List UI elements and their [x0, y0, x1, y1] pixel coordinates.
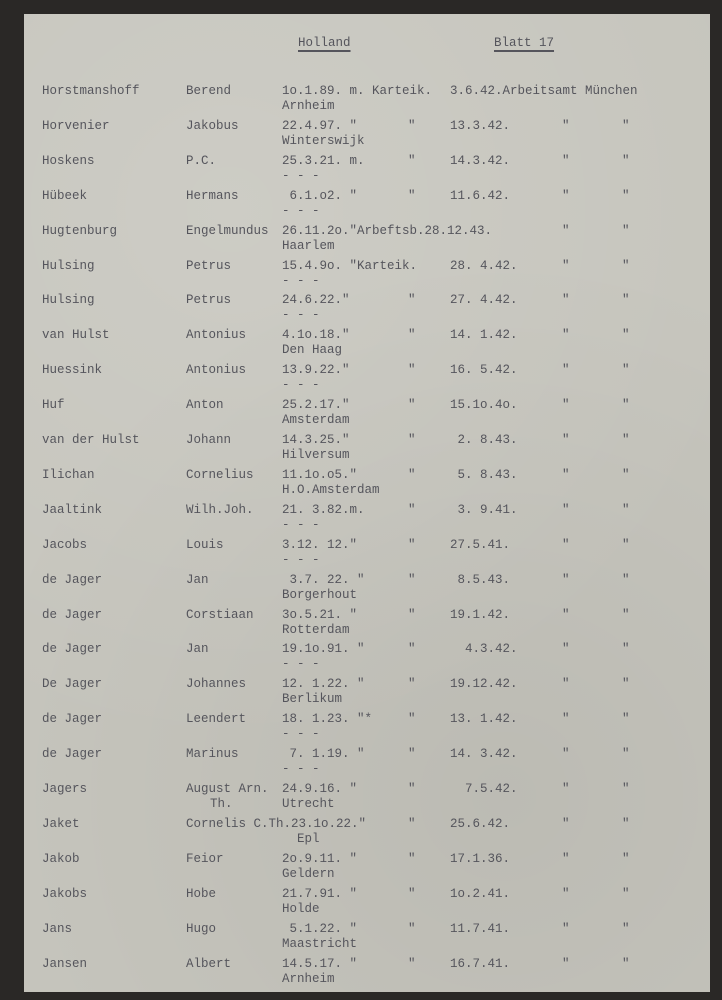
field-given: Corstiaan: [186, 607, 254, 622]
record-row: [24, 468, 710, 502]
field-surname: van Hulst: [42, 328, 110, 343]
field-surname: Ilichan: [42, 467, 95, 482]
field-given: Wilh.Joh.: [186, 502, 254, 517]
field-b: ": [408, 816, 416, 831]
field-date: 27.5.41.: [450, 537, 511, 552]
field-d: ": [622, 886, 630, 901]
field-given: Hugo: [186, 921, 217, 936]
field-b: ": [408, 677, 416, 692]
field-c: ": [562, 433, 570, 447]
field-sub: - - -: [282, 552, 320, 567]
field-date: 13.3.42.: [450, 118, 511, 133]
field-d: ": [622, 153, 630, 168]
field-birth: 13.9.22.": [282, 363, 350, 378]
field-given: Engelmundus: [186, 223, 269, 238]
field-surname: Huessink: [42, 363, 103, 378]
record-row: [24, 852, 710, 886]
field-surname: Hübeek: [42, 188, 88, 203]
field-c: ": [562, 363, 570, 378]
field-date: 8.5.43.: [450, 572, 511, 587]
record-row: [24, 538, 710, 572]
field-sub: - - -: [282, 517, 320, 532]
field-sub: Winterswijk: [282, 133, 365, 148]
record-row: [24, 189, 710, 223]
field-sub: - - -: [282, 657, 320, 672]
field-c: ": [562, 816, 570, 831]
record-row: [24, 747, 710, 781]
field-given: Cornelis C.Th.23.1o.22.": [186, 816, 367, 831]
field-surname: de Jager: [42, 607, 103, 622]
field-date: 25.6.42.: [450, 816, 511, 831]
field-d: ": [622, 293, 630, 308]
field-given: Jan: [186, 642, 209, 657]
field-given2: Th.: [210, 797, 233, 811]
field-birth: 12. 1.22. ": [282, 677, 365, 692]
document-page: [24, 14, 710, 992]
record-row: [24, 293, 710, 327]
record-row: [24, 573, 710, 607]
field-surname: Jakob: [42, 851, 80, 866]
field-surname: Hulsing: [42, 258, 95, 273]
field-b: ": [408, 607, 416, 622]
record-row: [24, 224, 710, 258]
field-given: Louis: [186, 537, 224, 552]
field-c: ": [562, 921, 570, 936]
field-d: ": [622, 747, 630, 762]
record-row: [24, 608, 710, 642]
field-d: ": [622, 607, 630, 622]
field-sub: Berlikum: [282, 692, 343, 707]
field-given: Anton: [186, 398, 224, 413]
field-date: 28. 4.42.: [450, 258, 518, 273]
field-d: ": [622, 188, 630, 203]
field-date: 11.6.42.: [450, 188, 511, 203]
field-b: ": [408, 502, 416, 517]
field-sub: Utrecht: [282, 797, 335, 811]
field-b: ": [408, 118, 416, 133]
field-date: 16.7.41.: [450, 956, 511, 971]
field-birth: 25.3.21. m.: [282, 153, 365, 168]
field-birth: 26.11.2o."Arbeftsb.28.12.43.: [282, 223, 493, 238]
field-c: ": [562, 782, 570, 796]
field-b: ": [408, 782, 416, 796]
field-sub: Arnheim: [282, 99, 335, 113]
field-date: 19.1.42.: [450, 607, 511, 622]
field-b: ": [408, 293, 416, 308]
field-b: ": [408, 153, 416, 168]
record-row: [24, 887, 710, 921]
field-birth: 3o.5.21. ": [282, 607, 358, 622]
field-given: Petrus: [186, 258, 232, 273]
field-b: ": [408, 398, 416, 413]
field-birth: 25.2.17.": [282, 398, 350, 413]
field-birth: 21. 3.82.m.: [282, 502, 365, 517]
field-d: ": [622, 921, 630, 936]
field-birth: 3.7. 22. ": [282, 572, 365, 587]
field-c: ": [562, 153, 570, 168]
field-sub: - - -: [282, 203, 320, 218]
record-row: [24, 363, 710, 397]
field-birth: 5.1.22. ": [282, 921, 358, 936]
field-given: Marinus: [186, 747, 239, 762]
field-birth: 11.1o.o5.": [282, 467, 358, 482]
field-c: ": [562, 188, 570, 203]
field-surname: De Jager: [42, 677, 103, 692]
record-row: [24, 677, 710, 711]
record-row: [24, 154, 710, 188]
field-b: ": [408, 572, 416, 587]
field-date: 17.1.36.: [450, 851, 511, 866]
field-given: P.C.: [186, 153, 217, 168]
field-d: ": [622, 223, 630, 238]
field-c: ": [562, 572, 570, 587]
field-surname: de Jager: [42, 747, 103, 762]
field-b: ": [408, 886, 416, 901]
record-row: [24, 817, 710, 851]
field-sub: Hilversum: [282, 448, 350, 462]
field-sub: - - -: [282, 168, 320, 183]
field-given: Feior: [186, 851, 224, 866]
field-surname: Jansen: [42, 956, 88, 971]
field-birth: 18. 1.23. "*: [282, 712, 373, 727]
field-d: ": [622, 851, 630, 866]
field-c: ": [562, 398, 570, 413]
field-d: ": [622, 642, 630, 657]
field-date: 15.1o.4o.: [450, 398, 518, 413]
field-sub: Holde: [282, 901, 320, 916]
field-c: ": [562, 502, 570, 517]
record-row: [24, 503, 710, 537]
field-birth: 7. 1.19. ": [282, 747, 365, 762]
field-sub: - - -: [282, 727, 320, 742]
field-sub: Maastricht: [282, 936, 358, 951]
field-birth: 2o.9.11. ": [282, 851, 358, 866]
field-sub: - - -: [282, 762, 320, 777]
field-surname: Horvenier: [42, 118, 110, 133]
field-b: ": [408, 467, 416, 482]
field-c: ": [562, 118, 570, 133]
field-sub: Haarlem: [282, 238, 335, 253]
field-d: ": [622, 537, 630, 552]
field-d: ": [622, 363, 630, 378]
header-sheet: Blatt 17: [494, 36, 555, 50]
field-given: Jakobus: [186, 118, 239, 133]
field-sub: Rotterdam: [282, 622, 350, 637]
field-date: 11.7.41.: [450, 921, 511, 936]
field-date: 14. 1.42.: [450, 328, 518, 343]
field-surname: Hugtenburg: [42, 223, 118, 238]
field-birth: 21.7.91. ": [282, 886, 358, 901]
field-date: 14. 3.42.: [450, 747, 518, 762]
record-row: [24, 957, 710, 991]
field-sub: - - -: [282, 273, 320, 288]
field-d: ": [622, 572, 630, 587]
record-row: [24, 84, 710, 118]
field-c: ": [562, 258, 570, 273]
field-surname: Huf: [42, 398, 65, 413]
field-date: 14.3.42.: [450, 153, 511, 168]
field-surname: Jaket: [42, 816, 80, 831]
field-d: ": [622, 712, 630, 727]
field-c: ": [562, 537, 570, 552]
field-b: ": [408, 537, 416, 552]
field-date: 3.6.42.Arbeitsamt München: [450, 84, 638, 98]
field-surname: Hoskens: [42, 153, 95, 168]
field-sub: Borgerhout: [282, 587, 358, 602]
field-date: 1o.2.41.: [450, 886, 511, 901]
field-d: ": [622, 118, 630, 133]
field-d: ": [622, 258, 630, 273]
field-d: ": [622, 816, 630, 831]
record-row: [24, 328, 710, 362]
field-sub: Den Haag: [282, 343, 343, 358]
field-given: Hermans: [186, 188, 239, 203]
field-given: August Arn.: [186, 782, 269, 796]
field-d: ": [622, 782, 630, 796]
field-given: Jan: [186, 572, 209, 587]
field-birth: 3.12. 12.": [282, 537, 358, 552]
field-birth: 14.3.25.": [282, 433, 350, 447]
field-sub: H.O.Amsterdam: [282, 482, 380, 497]
header-country: Holland: [298, 36, 351, 50]
field-birth: 6.1.o2. ": [282, 188, 358, 203]
field-date: 3. 9.41.: [450, 502, 518, 517]
field-c: ": [562, 607, 570, 622]
field-given: Hobe: [186, 886, 217, 901]
field-c: ": [562, 747, 570, 762]
record-row: [24, 259, 710, 293]
field-b: ": [408, 642, 416, 657]
field-surname: Horstmanshoff: [42, 84, 140, 98]
field-surname: Hulsing: [42, 293, 95, 308]
field-sub: - - -: [282, 308, 320, 323]
field-sub: Geldern: [282, 866, 335, 881]
field-d: ": [622, 328, 630, 343]
field-c: ": [562, 956, 570, 971]
field-surname: Jaaltink: [42, 502, 103, 517]
field-given: Albert: [186, 956, 232, 971]
field-surname: Jacobs: [42, 537, 88, 552]
field-b: ": [408, 188, 416, 203]
field-c: ": [562, 223, 570, 238]
field-surname: Jakobs: [42, 886, 88, 901]
field-c: ": [562, 642, 570, 657]
field-given: Antonius: [186, 363, 247, 378]
field-c: ": [562, 293, 570, 308]
field-date: 7.5.42.: [450, 782, 518, 796]
record-row: [24, 433, 710, 467]
field-surname: de Jager: [42, 712, 103, 727]
field-surname: Jagers: [42, 782, 88, 796]
field-sub: Amsterdam: [282, 413, 350, 428]
field-date: 5. 8.43.: [450, 467, 518, 482]
field-d: ": [622, 398, 630, 413]
field-given: Johann: [186, 433, 232, 447]
field-d: ": [622, 677, 630, 692]
field-sub: Epl: [282, 831, 320, 846]
field-c: ": [562, 328, 570, 343]
field-surname: de Jager: [42, 642, 103, 657]
field-d: ": [622, 502, 630, 517]
field-given: Cornelius: [186, 467, 254, 482]
field-given: Leendert: [186, 712, 247, 727]
field-c: ": [562, 467, 570, 482]
field-given: Antonius: [186, 328, 247, 343]
field-date: 13. 1.42.: [450, 712, 518, 727]
field-date: 4.3.42.: [450, 642, 518, 657]
field-sub: - - -: [282, 378, 320, 393]
field-c: ": [562, 712, 570, 727]
record-row: [24, 782, 710, 816]
field-surname: van der Hulst: [42, 433, 140, 447]
field-birth: 24.9.16. ": [282, 782, 358, 796]
field-d: ": [622, 956, 630, 971]
field-birth: 24.6.22.": [282, 293, 350, 308]
record-row: [24, 642, 710, 676]
field-c: ": [562, 886, 570, 901]
field-d: ": [622, 433, 630, 447]
field-b: ": [408, 328, 416, 343]
field-b: ": [408, 363, 416, 378]
field-date: 16. 5.42.: [450, 363, 518, 378]
field-b: ": [408, 433, 416, 447]
field-given: Berend: [186, 84, 232, 98]
field-birth: 22.4.97. ": [282, 118, 358, 133]
field-date: 27. 4.42.: [450, 293, 518, 308]
field-c: ": [562, 851, 570, 866]
record-row: [24, 922, 710, 956]
field-surname: Jans: [42, 921, 73, 936]
field-date: 2. 8.43.: [450, 433, 518, 447]
field-b: ": [408, 851, 416, 866]
field-birth: 1o.1.89. m. Karteik.: [282, 84, 433, 98]
record-row: [24, 712, 710, 746]
field-birth: 14.5.17. ": [282, 956, 358, 971]
field-given: Johannes: [186, 677, 247, 692]
field-d: ": [622, 467, 630, 482]
field-b: ": [408, 747, 416, 762]
field-b: ": [408, 921, 416, 936]
field-sub: Arnheim: [282, 971, 335, 986]
field-date: 19.12.42.: [450, 677, 518, 692]
field-birth: 15.4.9o. "Karteik.: [282, 258, 418, 273]
field-c: ": [562, 677, 570, 692]
field-birth: 4.1o.18.": [282, 328, 350, 343]
field-surname: de Jager: [42, 572, 103, 587]
record-row: [24, 119, 710, 153]
field-birth: 19.1o.91. ": [282, 642, 365, 657]
record-row: [24, 398, 710, 432]
field-given: Petrus: [186, 293, 232, 308]
field-b: ": [408, 712, 416, 727]
field-b: ": [408, 956, 416, 971]
